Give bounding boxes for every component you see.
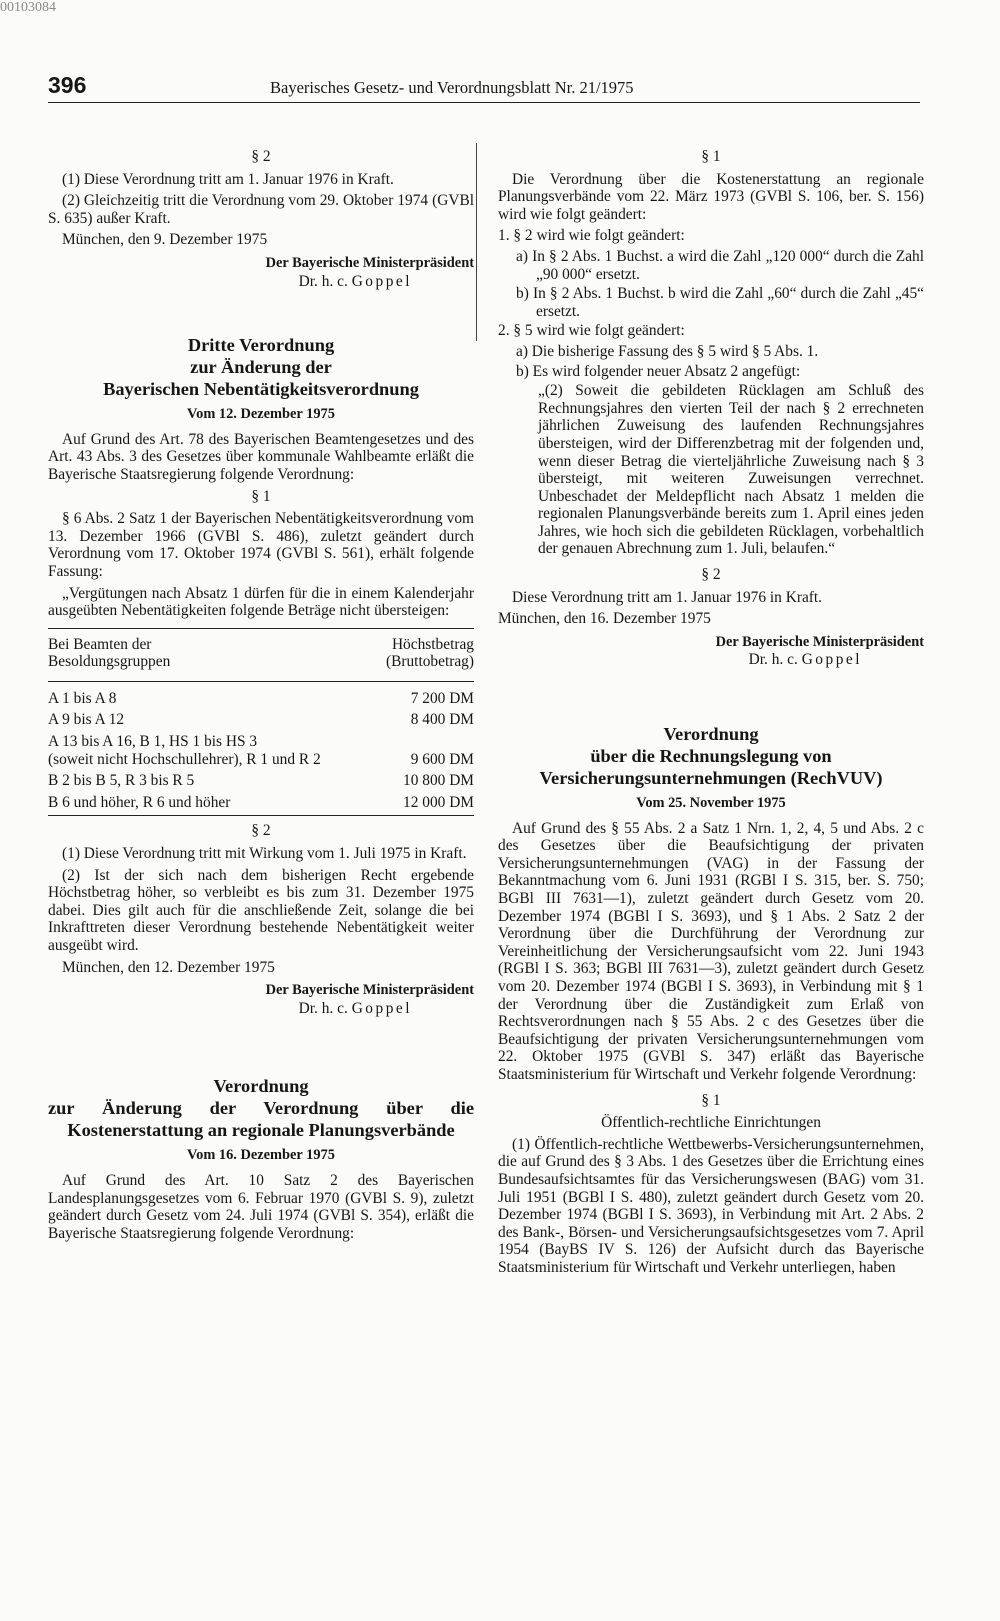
regulation-date: Vom 12. Dezember 1975: [187, 406, 335, 423]
paragraph: § 6 Abs. 2 Satz 1 der Bayerischen Nebentätigkeitsverordnung vom 13. Dezember 1966 (GVBl S. 486), zuletzt geändert durch Verordnung vom 17. Oktober 1974 (GVBl S. 561), erhält folgende Fassung:: [48, 510, 474, 580]
section-heading: § 2: [251, 822, 271, 840]
paragraph: (1) Öffentlich-rechtliche Wettbewerbs-Versicherungsunternehmen, die auf Grund des § 3 Abs. 1 des Gesetzes über die Errichtung eines Bundesaufsichtsamtes für das Versicherungswesen (BAG) vom 31. Juli 1951 (BGBl I S. 480), zuletzt geändert durch Gesetz vom 20. Dezember 1974 (BGBl I S. 3693), in Verbindung mit Art. 2 Abs. 2 des Bank-, Börsen- und Versicherungsaufsichtsgesetzes vom 7. April 1954 (BayBS IV S. 126) der Aufsicht durch das Bayerische Staatsministerium für Wirtschaft und Verkehr unterliegen, haben: [498, 1135, 924, 1276]
preamble: Auf Grund des § 55 Abs. 2 a Satz 1 Nrn. 1, 2, 4, 5 und Abs. 2 c des Gesetzes über die Beaufsichtigung der privaten Versicherungsunternehmungen (VAG) in der Fassung der Bekanntmachung vom 6. Juni 1931 (RGBl I S. 315, ber. S. 750; BGBl III 7631—1), zuletzt geändert durch Gesetz vom 20. Dezember 1974 (BGBl I S. 3693), und § 1 Abs. 2 Satz 2 der Verordnung über die Durchführung der Verordnung zur Vereinheitlichung der Versicherungsaufsicht vom 22. Juni 1943 (RGBl I S. 363; BGBl III 7631—3), zuletzt geändert durch Gesetz vom 20. Dezember 1974 (BGBl I S. 3693), in Verbindung mit § 1 der Verordnung über die Zuständigkeit zum Erlaß von Rechtsverordnungen nach § 55 Abs. 2 c des Gesetzes über die Beaufsichtigung der privaten Versicherungsunternehmungen vom 22. Oktober 1975 (GVBl S. 347) erläßt das Bayerische Staatsministerium für Wirtschaft und Verkehr folgende Verordnung:: [498, 819, 924, 1083]
table-row: A 9 bis A 12 8 400 DM: [48, 711, 474, 729]
scan-archive-mark: 00103084: [0, 0, 56, 15]
paragraph: (1) Diese Verordnung tritt am 1. Januar 1976 in Kraft.: [62, 170, 394, 188]
regulation-title: zur Änderung der Verordnung über die Kostenerstattung an regionale Planungsverbände: [48, 1098, 474, 1141]
list-item: a) Die bisherige Fassung des § 5 wird § 5 Abs. 1.: [516, 342, 819, 360]
paragraph: (2) Gleichzeitig tritt die Verordnung vom 29. Oktober 1974 (GVBl S. 635) außer Kraft.: [48, 192, 474, 227]
section-heading: § 1: [701, 1091, 721, 1109]
section-heading: § 1: [251, 487, 271, 505]
table-row: B 6 und höher, R 6 und höher 12 000 DM: [48, 793, 474, 811]
gazette-title: Bayerisches Gesetz- und Verordnungsblatt Nr. 21/1975: [270, 78, 634, 97]
list-item: 1. § 2 wird wie folgt geändert:: [498, 227, 685, 245]
section-heading: § 1: [701, 148, 721, 165]
table-row: B 2 bis B 5, R 3 bis R 5 10 800 DM: [48, 772, 474, 790]
signature-title: Der Bayerische Ministerpräsident: [715, 633, 924, 650]
list-item: b) Es wird folgender neuer Absatz 2 angefügt:: [516, 362, 801, 380]
table-row: A 1 bis A 8 7 200 DM: [48, 689, 474, 707]
paragraph: Die Verordnung über die Kostenerstattung an regionale Planungsverbände vom 22. März 1973 (GVBl S. 106, ber. S. 156) wird wie folgt geändert:: [498, 170, 924, 223]
signature-title: Der Bayerische Ministerpräsident: [265, 254, 474, 271]
regulation-date: Vom 25. November 1975: [636, 795, 786, 812]
paragraph: „Vergütungen nach Absatz 1 dürfen für die in einem Kalenderjahr ausgeübten Nebentätigkeiten folgende Beträge nicht übersteigen:: [48, 584, 474, 620]
place-date: München, den 12. Dezember 1975: [62, 958, 275, 976]
regulation-title: zur Änderung der: [190, 357, 332, 378]
paragraph: (1) Diese Verordnung tritt mit Wirkung vom 1. Juli 1975 in Kraft.: [62, 845, 467, 863]
signature-name: Dr. h. c. Goppel: [298, 272, 412, 290]
regulation-date: Vom 16. Dezember 1975: [187, 1147, 335, 1164]
regulation-title: Verordnung: [213, 1076, 309, 1097]
section-title: Öffentlich-rechtliche Einrichtungen: [601, 1114, 821, 1132]
right-column: [498, 148, 924, 1280]
place-date: München, den 9. Dezember 1975: [62, 231, 268, 249]
column-divider: [476, 143, 477, 341]
regulation-title: Dritte Verordnung: [187, 335, 335, 356]
table-row: A 13 bis A 16, B 1, HS 1 bis HS 3 (soweit nicht Hochschullehrer), R 1 und R 2 9 600 DM: [48, 733, 474, 768]
paragraph: Diese Verordnung tritt am 1. Januar 1976 in Kraft.: [512, 588, 823, 606]
list-item: 2. § 5 wird wie folgt geändert:: [498, 322, 685, 340]
page-number: 396: [48, 72, 87, 98]
list-item: a) In § 2 Abs. 1 Buchst. a wird die Zahl „120 000“ durch die Zahl „90 000“ ersetzt.: [516, 247, 924, 283]
preamble: Auf Grund des Art. 10 Satz 2 des Bayerischen Landesplanungsgesetzes vom 6. Februar 1970 (GVBl S. 9), zuletzt geändert durch Gesetz vom 24. Juli 1974 (GVBl S. 354), erläßt die Bayerische Staatsregierung folgende Verordnung:: [48, 1171, 474, 1242]
preamble: Auf Grund des Art. 78 des Bayerischen Beamtengesetzes und des Art. 43 Abs. 3 des Gesetzes über kommunale Wahlbeamte erläßt die Bayerische Staatsregierung folgende Verordnung:: [48, 430, 474, 483]
list-item: b) In § 2 Abs. 1 Buchst. b wird die Zahl „60“ durch die Zahl „45“ ersetzt.: [516, 285, 924, 320]
signature-name: Dr. h. c. Goppel: [748, 651, 862, 669]
signature-title: Der Bayerische Ministerpräsident: [265, 982, 474, 999]
table-header: Bei Beamten der Besoldungsgruppen Höchstbetrag (Bruttobetrag): [48, 636, 474, 682]
page-header: [48, 72, 920, 103]
place-date: München, den 16. Dezember 1975: [498, 610, 711, 628]
signature-name: Dr. h. c. Goppel: [298, 999, 412, 1017]
section-heading: § 2: [701, 566, 721, 584]
limits-table: [48, 628, 474, 817]
regulation-title: über die Rechnungslegung von Versicherungsunternehmungen (RechVUV): [539, 746, 883, 789]
regulation-title: Verordnung: [663, 724, 759, 745]
paragraph: (2) Ist der sich nach dem bisherigen Recht ergebende Höchstbetrag höher, so verbleibt es bis zum 31. Dezember 1975 dabei. Dies gilt auch für die anschließende Zeit, solange die bei Inkrafttreten dieser Verordnung bestehende Nebentätigkeit weiter ausgeübt wird.: [48, 866, 474, 954]
left-column: [48, 148, 474, 1246]
quoted-amendment: „(2) Soweit die gebildeten Rücklagen am Schluß des Rechnungsjahres den vierten Teil der nach § 2 errechneten jährlichen Zuweisung des laufenden Rechnungsjahres übersteigen, wird der Differenzbetrag mit der folgenden und, wenn dieser Betrag die vierteljährliche Zuweisung nach § 3 übersteigt, mit weiteren Zuweisungen verrechnet. Unbeschadet der Meldepflicht nach Absatz 1 melden die regionalen Planungsverbände bereits zum 1. April eines jeden Jahres, wie hoch sich die gebildeten Rücklagen, vorbehaltlich der genauen Abrechnung zum 1. Juli, belaufen.“: [538, 382, 924, 558]
section-heading: § 2: [251, 148, 271, 165]
regulation-title: Bayerischen Nebentätigkeitsverordnung: [103, 379, 419, 400]
